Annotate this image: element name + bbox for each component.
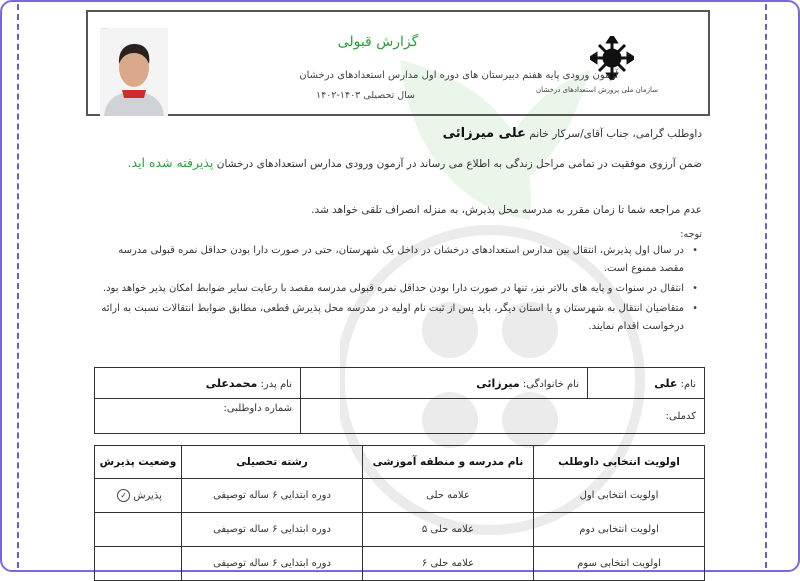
note-item: • انتقال در سنوات و پایه های بالاتر نیز، تنها در صورت دارا بودن حداقل نمره قبولی مدرسه مقصد با رعایت سایر ضوابط امکان پذیر خواهد بود.	[92, 280, 684, 298]
deadline-paragraph: عدم مراجعه شما تا زمان مقرر به مدرسه محل پذیرش، به منزله انصراف تلقی خواهد شد.	[311, 204, 702, 216]
note-item: • متقاضیان انتقال به شهرستان و یا استان دیگر، باید پس از ثبت نام اولیه در مدرسه محل پذیرش قطعی، مطابق ضوابط انتقالات نسبت به ارائه درخواست اقدام نمایند.	[92, 300, 684, 336]
priority-cell: اولویت انتخابی سوم	[534, 547, 705, 581]
report-title: گزارش قبولی	[337, 34, 419, 50]
school-cell: علامه حلی	[363, 479, 534, 513]
school-header: نام مدرسه و منطقه آموزشی	[363, 446, 534, 479]
candidate-number-cell	[95, 399, 301, 434]
report-header	[86, 10, 710, 116]
status-cell	[95, 547, 182, 581]
right-guide-line	[765, 4, 767, 568]
status-header: وضعیت پذیرش	[95, 446, 182, 479]
last-name-cell	[301, 368, 588, 399]
notes-list	[92, 242, 702, 338]
note-label: توجه:	[680, 229, 702, 240]
first-name-value: علی	[654, 376, 678, 390]
table-row	[95, 479, 705, 513]
candidate-photo	[100, 28, 168, 116]
acceptance-text: ضمن آرزوی موفقیت در تمامی مراحل زندگی به اطلاع می رساند در آزمون ورودی مدارس استعدادهای درخشان	[216, 158, 702, 170]
last-name-label: نام خانوادگی:	[522, 378, 579, 390]
candidate-info-table	[94, 367, 705, 434]
candidate-name: علی میرزائی	[442, 126, 526, 141]
note-item: • در سال اول پذیرش، انتقال بین مدارس استعدادهای درخشان در داخل یک شهرستان، حتی در صورت دارا بودن حداقل نمره قبولی مدرسه مقصد ممنوع است.	[92, 242, 684, 278]
first-name-cell	[588, 368, 705, 399]
father-name-label: نام پدر:	[260, 378, 292, 390]
status-cell	[95, 513, 182, 547]
status-text: پذیرش	[133, 490, 162, 502]
priority-header: اولویت انتخابی داوطلب	[534, 446, 705, 479]
table-row	[95, 513, 705, 547]
priority-cell: اولویت انتخابی اول	[534, 479, 705, 513]
greeting-prefix: داوطلب گرامی، جناب آقای/سرکار خانم	[529, 128, 702, 140]
left-guide-line	[17, 4, 19, 568]
field-cell: دوره ابتدایی ۶ ساله توصیفی	[182, 513, 363, 547]
greeting-line	[92, 126, 702, 143]
exam-subtitle: آزمون ورودی پایه هفتم دبیرستان های دوره اول مدارس استعدادهای درخشان	[299, 70, 618, 81]
first-name-label: نام:	[680, 378, 696, 390]
national-code-cell	[301, 399, 705, 434]
school-choices-table	[94, 445, 705, 581]
field-cell: دوره ابتدایی ۶ ساله توصیفی	[182, 547, 363, 581]
field-header: رشته تحصیلی	[182, 446, 363, 479]
check-circle-icon: ✓	[117, 489, 130, 502]
field-cell: دوره ابتدایی ۶ ساله توصیفی	[182, 479, 363, 513]
organization-name: سازمان ملی پرورش استعدادهای درخشان	[535, 86, 658, 94]
school-cell: علامه حلی ۵	[363, 513, 534, 547]
candidate-number-label: شماره داوطلبی:	[223, 403, 292, 414]
national-code-label: کدملی:	[665, 410, 696, 422]
acceptance-report	[86, 10, 710, 572]
father-name-cell	[95, 368, 301, 399]
acceptance-paragraph	[92, 150, 702, 177]
priority-cell: اولویت انتخابی دوم	[534, 513, 705, 547]
academic-year: سال تحصیلی ۱۴۰۳-۱۴۰۲	[316, 90, 416, 101]
father-name-value: محمدعلی	[205, 376, 258, 390]
school-cell: علامه حلی ۶	[363, 547, 534, 581]
table-row	[95, 547, 705, 581]
accepted-highlight: پذیرفته شده اید.	[127, 155, 214, 170]
status-cell	[95, 479, 182, 513]
last-name-value: میرزائی	[476, 376, 520, 390]
